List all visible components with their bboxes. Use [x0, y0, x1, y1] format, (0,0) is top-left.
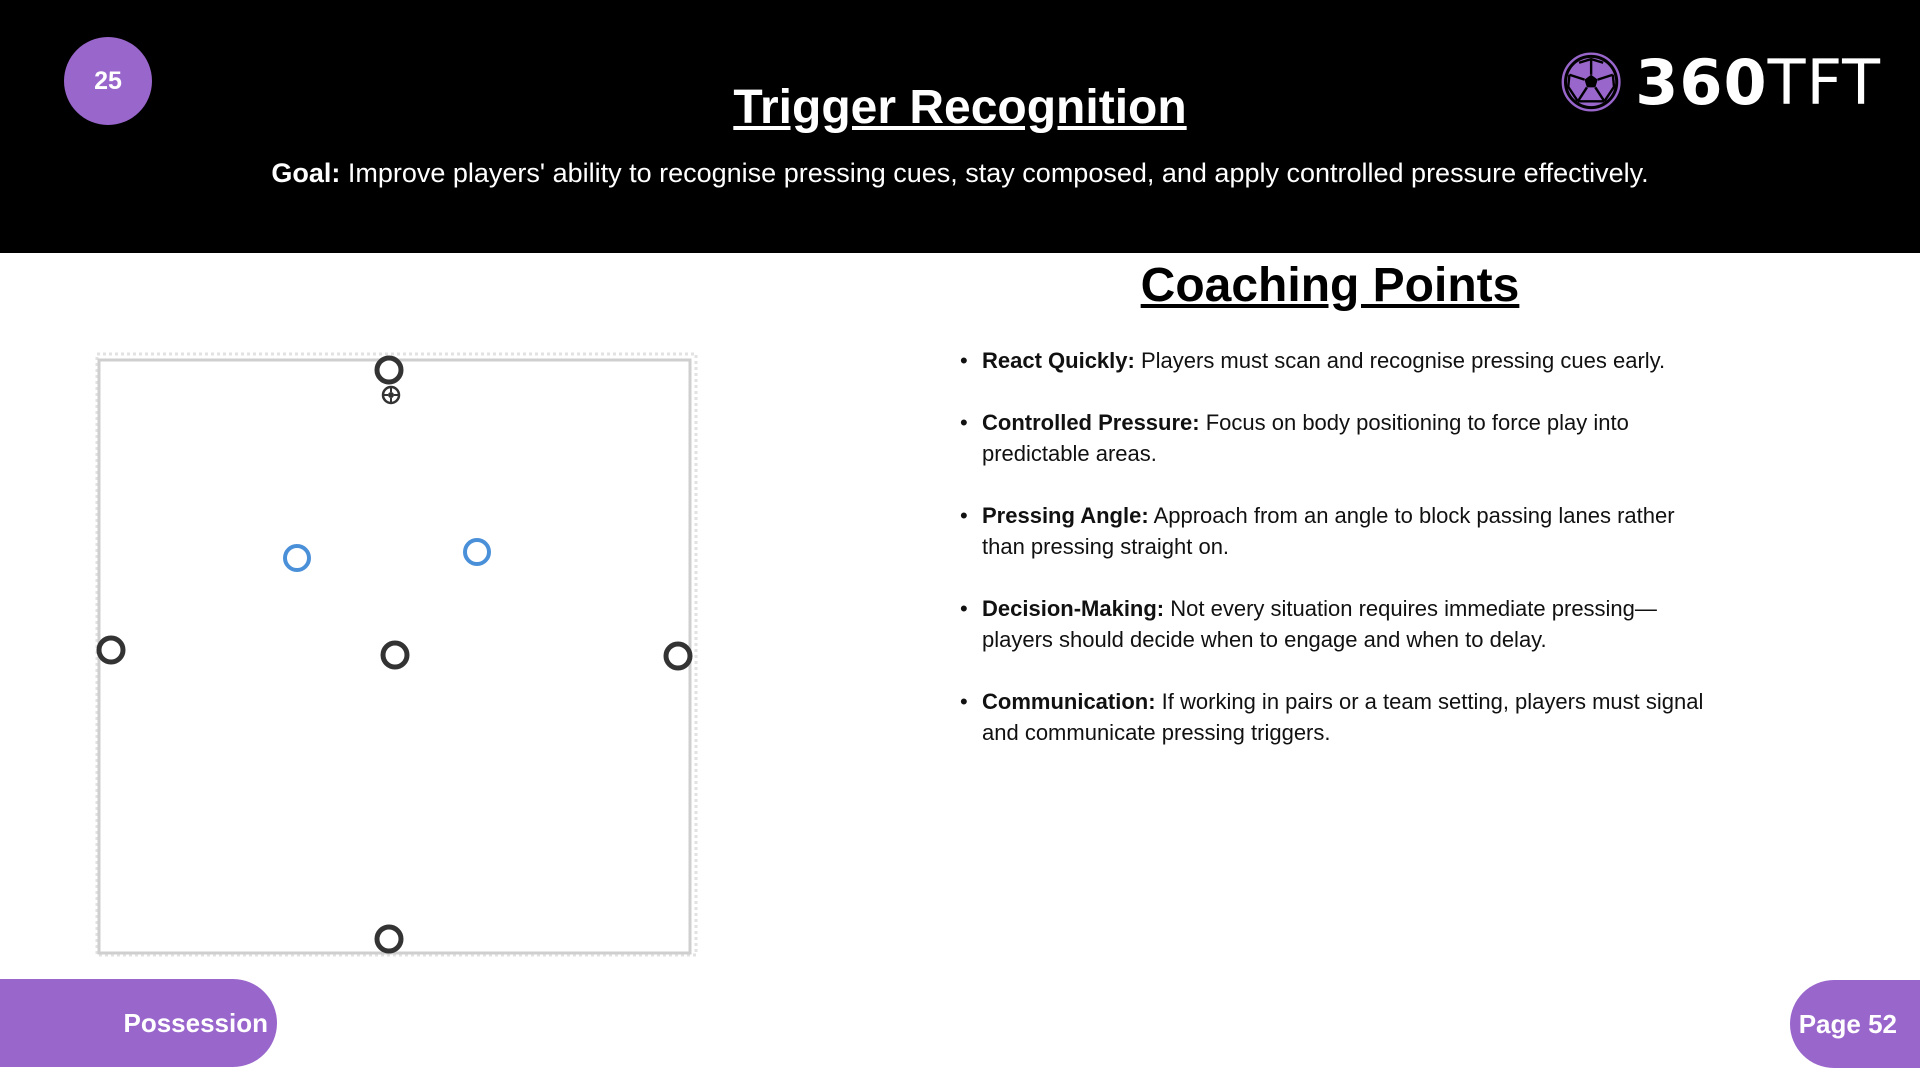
page-number-tag [1790, 980, 1920, 1068]
page-title: Trigger Recognition [733, 81, 1187, 134]
soccer-ball-icon [1561, 39, 1621, 125]
attacker-right [666, 644, 690, 668]
attacker-bottom [377, 927, 401, 951]
point-text: Focus on body positioning to force play into predictable areas. [982, 410, 1629, 466]
bullet-icon: • [960, 503, 968, 528]
bullet-icon: • [960, 410, 968, 435]
list-item [960, 686, 1720, 748]
list-item [960, 345, 1720, 376]
soccer-ball-icon [383, 387, 399, 403]
brand-name-number: 360 [1635, 45, 1768, 119]
bullet-icon: • [960, 689, 968, 714]
point-label: Controlled Pressure: [982, 410, 1200, 435]
brand-name-letters: TFT [1767, 45, 1881, 119]
coaching-points-list [960, 345, 1720, 779]
goal-label: Goal: [271, 158, 341, 188]
drill-number: 25 [94, 66, 122, 95]
attacker-center [383, 643, 407, 667]
list-item [960, 593, 1720, 655]
category-label: Possession [123, 1007, 268, 1038]
bullet-icon: • [960, 348, 968, 373]
point-text: Approach from an angle to block passing lanes rather than pressing straight on. [982, 503, 1675, 559]
goal-text: Improve players' ability to recognise pressing cues, stay composed, and apply controlled pressure effectively. [340, 158, 1649, 188]
bullet-icon: • [960, 596, 968, 621]
list-item [960, 500, 1720, 562]
point-label: Pressing Angle: [982, 503, 1149, 528]
brand-name [1635, 46, 1881, 119]
category-tag [0, 979, 277, 1067]
attacker-top [377, 358, 401, 382]
point-label: React Quickly: [982, 348, 1135, 373]
attacker-left [99, 638, 123, 662]
drill-diagram [95, 352, 698, 957]
goal-statement [0, 158, 1920, 189]
defender-left [285, 546, 309, 570]
header-banner [0, 0, 1920, 253]
list-item [960, 407, 1720, 469]
point-label: Communication: [982, 689, 1156, 714]
point-text: Players must scan and recognise pressing cues early. [1134, 348, 1666, 373]
defender-right [465, 540, 489, 564]
point-text: Not every situation requires immediate pressing—players should decide when to engage and when to delay. [982, 596, 1657, 652]
point-label: Decision-Making: [982, 596, 1165, 621]
brand-logo [1561, 36, 1881, 128]
coaching-points-title: Coaching Points [1140, 259, 1520, 312]
point-text: If working in pairs or a team setting, players must signal and communicate pressing triggers. [982, 689, 1704, 745]
page-number: Page 52 [1798, 1008, 1897, 1039]
